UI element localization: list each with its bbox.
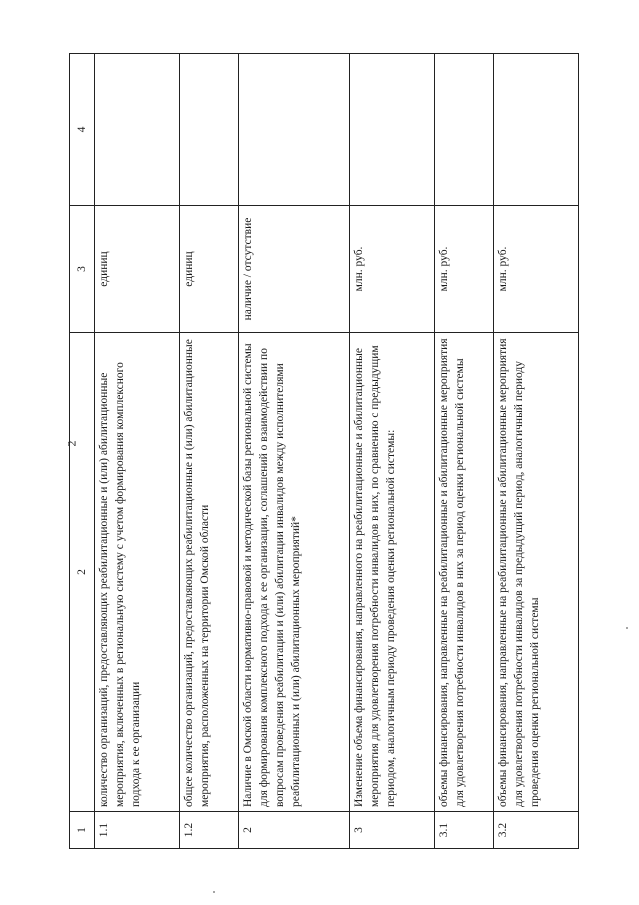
table-header-row xyxy=(70,54,95,849)
scan-speck xyxy=(213,891,215,893)
row-number: 1.1 xyxy=(95,812,180,849)
table-row xyxy=(95,54,180,849)
table-row xyxy=(180,54,238,849)
page-number: 2 xyxy=(64,440,79,447)
row-number: 3 xyxy=(350,812,435,849)
row-unit: наличие / отсутствие xyxy=(238,206,350,333)
row-value xyxy=(95,54,180,206)
row-unit: млн. руб. xyxy=(493,206,578,333)
row-indicator-text: объемы финансирования, направленные на реабилитационные и абилитационные мероприятия для удовлетворения потребности инвалидов в них за период оценки региональной системы xyxy=(435,333,493,812)
row-indicator-text: Изменение объема финансирования, направленного на реабилитационные и абилитационные мероприятия для удовлетворения потребности инвалидов в них, по сравнению с предыдущим периодом, аналогичным периоду проведения оценки региональной системы: xyxy=(350,333,435,812)
row-value xyxy=(350,54,435,206)
table-row xyxy=(435,54,493,849)
row-indicator-text: общее количество организаций, предоставляющих реабилитационные и (или) абилитационные мероприятия, расположенных на территории Омской области xyxy=(180,333,238,812)
header-col-4: 4 xyxy=(70,54,95,206)
row-unit: млн. руб. xyxy=(435,206,493,333)
row-number: 1.2 xyxy=(180,812,238,849)
row-value xyxy=(238,54,350,206)
header-col-3: 3 xyxy=(70,206,95,333)
table-row xyxy=(350,54,435,849)
header-col-2: 2 xyxy=(70,333,95,812)
table-row xyxy=(238,54,350,849)
document-table-rotated xyxy=(69,53,579,849)
row-unit: единиц xyxy=(180,206,238,333)
row-indicator-text: количество организаций, предоставляющих реабилитационные и (или) абилитационные мероприятия, включенных в региональную систему с учетом формирования комплексного подхода к ее организации xyxy=(95,333,180,812)
row-value xyxy=(435,54,493,206)
row-value xyxy=(180,54,238,206)
row-number: 3.2 xyxy=(493,812,578,849)
row-unit: единиц xyxy=(95,206,180,333)
row-indicator-text: объемы финансирования, направленные на реабилитационные и абилитационные мероприятия для удовлетворения потребности инвалидов за предыдущий период, аналогичный периоду проведения оценки региональной системы xyxy=(493,333,578,812)
row-indicator-text: Наличие в Омской области нормативно-правовой и методической базы региональной системы для формирования комплексного подхода к ее организации, соглашений о взаимодействии по вопросам проведения реабилитации и (или) абилитации инвалидов между исполнителями реабилитационных и (или) абилитационных мероприятий* xyxy=(238,333,350,812)
table-row xyxy=(493,54,578,849)
scan-speck xyxy=(626,627,628,629)
row-unit: млн. руб. xyxy=(350,206,435,333)
row-value xyxy=(493,54,578,206)
row-number: 3.1 xyxy=(435,812,493,849)
row-number: 2 xyxy=(238,812,350,849)
header-col-1: 1 xyxy=(70,812,95,849)
indicator-table xyxy=(69,53,579,849)
